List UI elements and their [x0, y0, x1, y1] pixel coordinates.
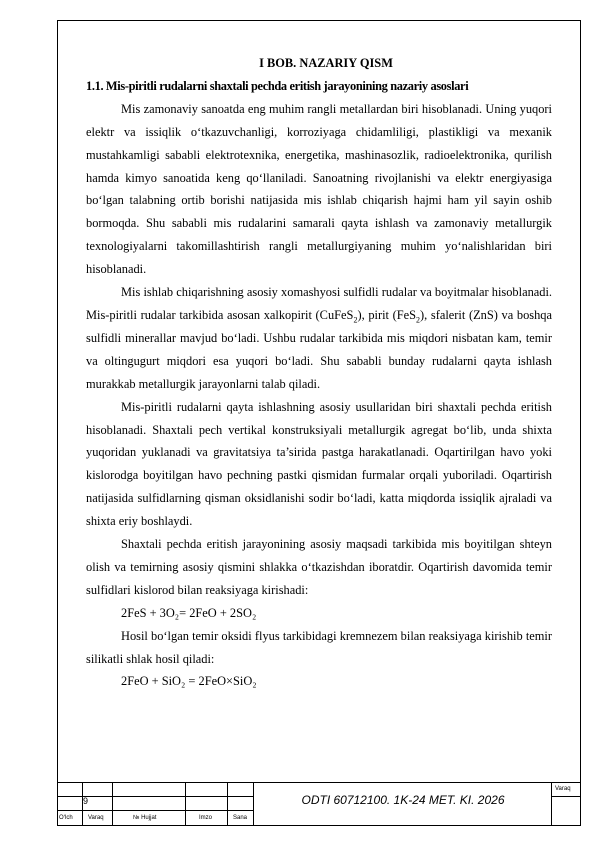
paragraph-4: Shaxtali pechda eritish jarayonining asosiy maqsadi tarkibida mis boyitilgan shteyn olish va temirning asosiy qismini shlakka o‘tkazishdan iboratdir. Oqartirish davomida temir sulfidlari kislorod bilan reaksiyaga kirishadi:	[86, 537, 552, 597]
stamp-top-line	[57, 782, 581, 783]
paragraph-2-part-b: ), pirit (FeS	[357, 307, 417, 322]
equation-1: 2FeS + 3O₂= 2FeO + 2SO₂	[121, 605, 257, 620]
stamp-col-line-2	[112, 782, 113, 826]
paragraph-1: Mis zamonaviy sanoatda eng muhim rangli metallardan biri hisoblanadi. Uning yuqori elektr va issiqlik o‘tkazuvchanligi, korroziyaga chidamliligi, plastikligi va mexanik mustahkamligi sababli elektrotexnika, energetika, mashinasozlik, radioelektronika, qurilish hamda kimyo sanoatida keng qo‘llaniladi. Sanoatning rivojlanishi va elektr energiyasiga bo‘lgan talabning ortib borishi natijasida mis ishlab chiqarish hajmi ham yil sayin oshib bormoqda. Shu sababli mis rudalarini samarali qayta ishlash va zamonaviy metallurgik texnologiyalarni takomillashtirish rangli metallurgiyaning muhim yo‘nalishlaridan biri hisoblanadi.	[86, 101, 552, 277]
paragraph-5: Hosil bo‘lgan temir oksidi flyus tarkibidagi kremnezem bilan reaksiyaga kirishib temir silikatli shlak hosil qiladi:	[86, 628, 552, 666]
chapter-title: I BOB. NAZARIY QISM	[259, 56, 393, 70]
col-imzo-label: Imzo	[199, 815, 213, 821]
paragraph-2-part-a: Mis ishlab chiqarishning asosiy xomashyosi sulfidli rudalar va boyitmalar hisoblanadi. Mis-piritli rudalar tarkibida asosan xalkopirit (CuFeS	[86, 285, 552, 322]
paragraph-2	[86, 281, 552, 396]
varaq-label-right: Varaq	[555, 786, 571, 792]
col-olch-label: O‘lch	[59, 815, 73, 821]
col-sana-label: Sana	[233, 815, 248, 821]
equation-2: 2FeO + SiO₂ = 2FeO×SiO₂	[121, 674, 257, 689]
page-number: 9	[83, 796, 89, 806]
subscript-2b: 2	[416, 315, 421, 325]
document-code: ODTI 60712100. 1K-24 MET. KI. 2026	[301, 793, 505, 807]
title-block-stamp	[57, 782, 581, 826]
stamp-varaq-line	[551, 796, 581, 797]
col-varaq-label: Varaq	[88, 815, 104, 821]
stamp-col-line-4	[227, 782, 228, 826]
stamp-row-line-2	[57, 810, 253, 811]
paragraph-2-part-c: ), sfalerit (ZnS) va boshqa sulfidli minerallar mavjud bo‘ladi. Ushbu rudalar tarkibida mis miqdori nisbatan kam, temir va oltingugurt miqdori esa yuqori bo‘ladi. Shu sababli bunday rudalarni qayta ishlash murakkab metallurgik jarayonlarni talab qiladi.	[86, 307, 552, 391]
paragraph-3: Mis-piritli rudalarni qayta ishlashning asosiy usullaridan biri shaxtali pechda eritish hisoblanadi. Shaxtali pech vertikal konstruksiyali metallurgik agregat bo‘lib, unda shixta yuqoridan yuklanadi va gravitatsiya ta’sirida pastga harakatlanadi. Oqartirilgan havo yoki kislorodga boyitilgan havo pechning pastki qismidan furmalar orqali yuboriladi. Oqartirish natijasida sulfidlarning qisman oksidlanishi sodir bo‘ladi, katta miqdorda issiqlik ajraladi va shixta eriy boshlaydi.	[86, 399, 552, 529]
col-hujjat-label: № Hujjat	[133, 815, 157, 821]
subscript-2a: 2	[353, 315, 358, 325]
section-title: 1.1. Mis-piritli rudalarni shaxtali pechda eritish jarayonining nazariy asoslari	[86, 78, 469, 93]
stamp-col-line-3	[185, 782, 186, 826]
document-body	[86, 52, 552, 693]
